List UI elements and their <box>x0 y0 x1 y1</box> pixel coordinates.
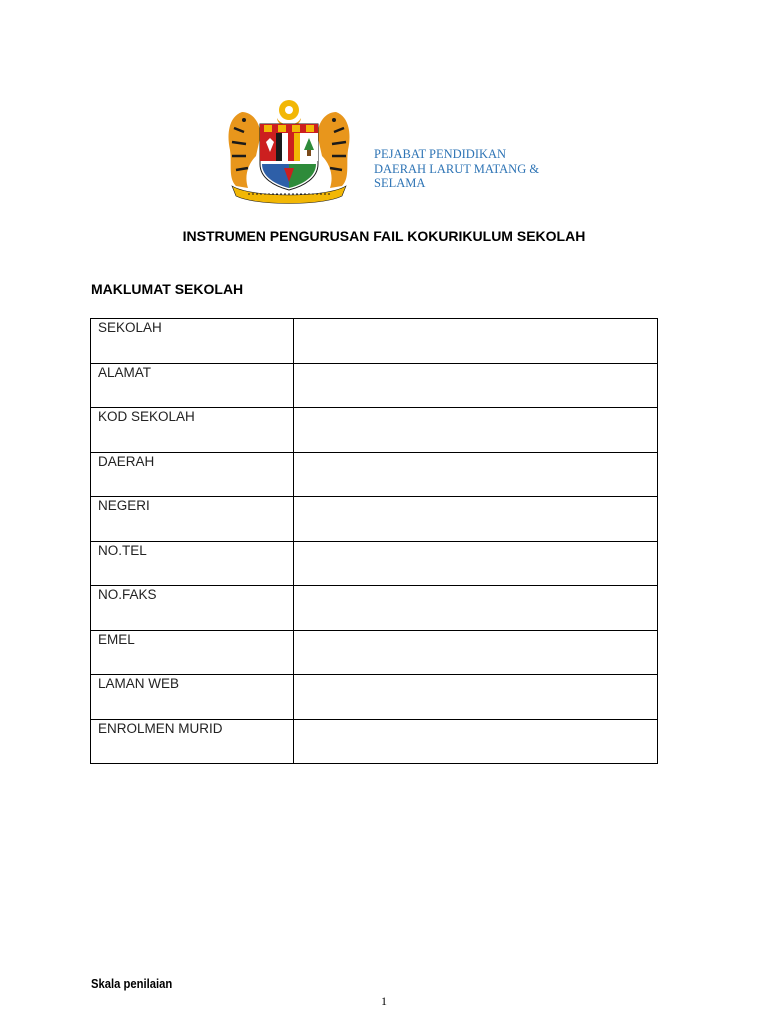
field-label: EMEL <box>98 631 135 647</box>
agency-line: SELAMA <box>374 176 426 190</box>
table-row <box>91 452 658 497</box>
field-value-cell[interactable] <box>294 675 658 720</box>
field-label: ENROLMEN MURID <box>98 720 223 736</box>
field-value-cell[interactable] <box>294 719 658 764</box>
rating-scale-heading: Skala penilaian <box>91 977 173 991</box>
table-row <box>91 319 658 364</box>
crescent-star-icon <box>277 100 301 127</box>
table-row <box>91 630 658 675</box>
field-label: LAMAN WEB <box>98 676 180 691</box>
field-value-cell[interactable] <box>294 408 658 453</box>
field-label-cell <box>91 719 294 764</box>
field-value-cell[interactable] <box>294 452 658 497</box>
field-label-cell <box>91 541 294 586</box>
field-label-cell <box>91 675 294 720</box>
field-label: DAERAH <box>98 453 155 469</box>
section-title: MAKLUMAT SEKOLAH <box>91 281 244 297</box>
field-label-cell <box>91 497 294 542</box>
field-label-cell <box>91 630 294 675</box>
coat-of-arms-icon <box>222 98 356 208</box>
shield-icon <box>260 124 318 190</box>
field-label: NEGERI <box>98 498 150 513</box>
field-label-cell <box>91 363 294 408</box>
table-row <box>91 719 658 764</box>
field-label: KOD SEKOLAH <box>98 409 195 424</box>
table-row <box>91 675 658 720</box>
table-row <box>91 497 658 542</box>
school-info-table <box>90 318 658 764</box>
field-label: NO.FAKS <box>98 587 157 602</box>
field-label-cell <box>91 408 294 453</box>
field-label-cell <box>91 586 294 631</box>
agency-line: PEJABAT PENDIDIKAN <box>374 147 507 161</box>
agency-line: DAERAH LARUT MATANG & <box>374 161 540 176</box>
field-label: ALAMAT <box>98 364 152 380</box>
field-value-cell[interactable] <box>294 630 658 675</box>
table-row <box>91 363 658 408</box>
field-label: SEKOLAH <box>98 320 162 335</box>
field-value-cell[interactable] <box>294 586 658 631</box>
field-label-cell <box>91 452 294 497</box>
field-value-cell[interactable] <box>294 363 658 408</box>
table-row <box>91 408 658 453</box>
table-row <box>91 586 658 631</box>
table-row <box>91 541 658 586</box>
field-value-cell[interactable] <box>294 497 658 542</box>
field-label: NO.TEL <box>98 542 147 558</box>
document-title: INSTRUMEN PENGURUSAN FAIL KOKURIKULUM SEKOLAH <box>182 228 586 244</box>
field-label-cell <box>91 319 294 364</box>
field-value-cell[interactable] <box>294 319 658 364</box>
agency-name <box>374 147 574 191</box>
field-value-cell[interactable] <box>294 541 658 586</box>
page-number: 1 <box>381 994 387 1008</box>
